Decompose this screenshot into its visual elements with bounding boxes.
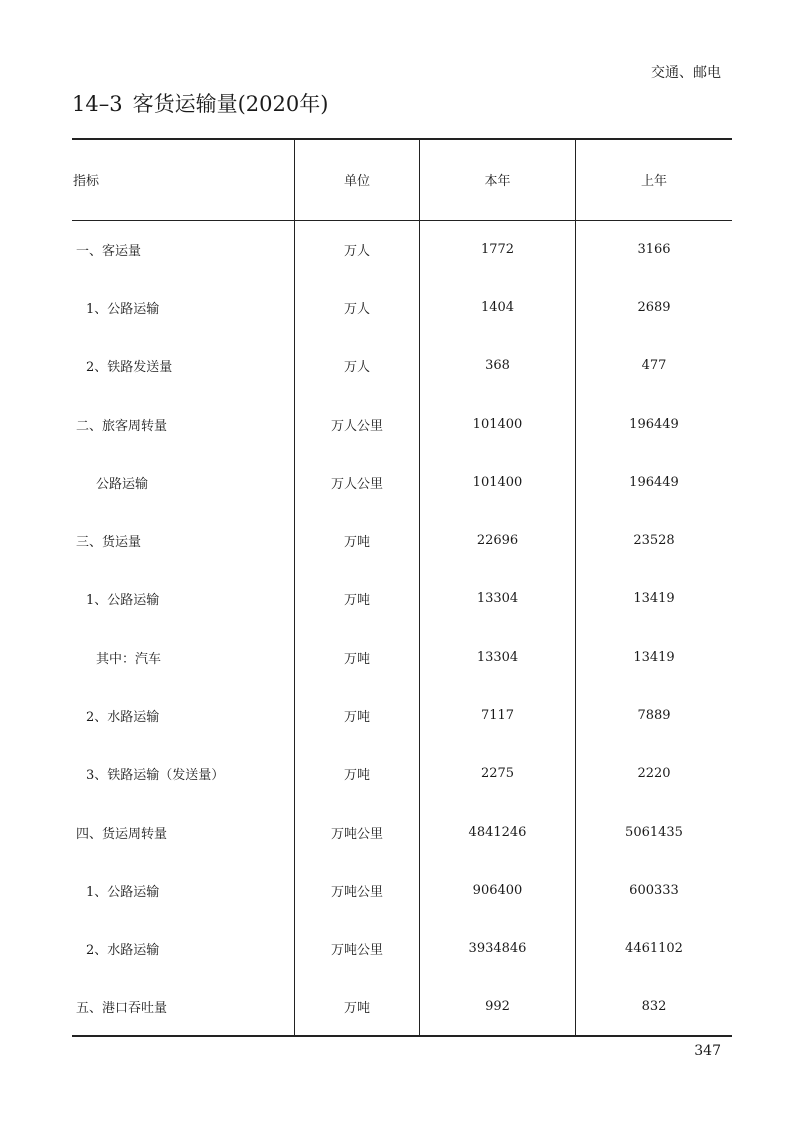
table-row (72, 278, 732, 336)
indicator-cell: 2、水路运输 (86, 710, 160, 726)
transport-volume-table (72, 138, 721, 1037)
unit-cell: 万人 (295, 337, 420, 395)
unit-cell: 万吨 (295, 511, 420, 569)
current-year-cell: 7117 (420, 686, 576, 744)
table-row (72, 920, 732, 978)
current-year-cell: 2275 (420, 745, 576, 803)
indicator-cell: 1、公路运输 (86, 593, 160, 609)
unit-cell: 万吨 (295, 628, 420, 686)
table-row (72, 803, 732, 861)
indicator-cell: 其中：汽车 (96, 651, 162, 667)
previous-year-cell: 3166 (576, 220, 733, 278)
header-row (72, 139, 732, 220)
current-year-cell: 4841246 (420, 803, 576, 861)
indicator-cell: 二、旅客周转量 (76, 418, 168, 434)
table-row (72, 745, 732, 803)
page-title (72, 88, 328, 118)
previous-year-cell: 600333 (576, 861, 733, 919)
previous-year-cell: 5061435 (576, 803, 733, 861)
current-year-cell: 3934846 (420, 920, 576, 978)
unit-cell: 万吨 (295, 978, 420, 1036)
table-row (72, 220, 732, 278)
unit-cell: 万吨公里 (295, 803, 420, 861)
indicator-cell: 四、货运周转量 (76, 826, 168, 842)
indicator-cell: 一、客运量 (76, 243, 142, 259)
indicator-cell: 三、货运量 (76, 535, 142, 551)
unit-cell: 万吨公里 (295, 920, 420, 978)
indicator-cell: 五、港口吞吐量 (76, 1001, 168, 1016)
current-year-cell: 13304 (420, 570, 576, 628)
indicator-cell: 1、公路运输 (86, 884, 160, 900)
current-year-cell: 13304 (420, 628, 576, 686)
current-year-cell: 1404 (420, 278, 576, 336)
current-year-cell: 992 (420, 978, 576, 1036)
previous-year-cell: 7889 (576, 686, 733, 744)
indicator-cell: 3、铁路运输（发送量） (86, 768, 225, 784)
indicator-cell: 2、水路运输 (86, 943, 160, 959)
current-year-cell: 368 (420, 337, 576, 395)
column-header-previous-year: 上年 (576, 139, 733, 220)
unit-cell: 万人 (295, 278, 420, 336)
previous-year-cell: 196449 (576, 395, 733, 453)
table-row (72, 395, 732, 453)
table-number: 14–3 (72, 92, 123, 116)
current-year-cell: 101400 (420, 395, 576, 453)
table-row (72, 978, 732, 1036)
current-year-cell: 101400 (420, 453, 576, 511)
previous-year-cell: 196449 (576, 453, 733, 511)
column-header-indicator: 指标 (73, 174, 100, 190)
indicator-cell: 1、公路运输 (86, 301, 160, 317)
table-row (72, 337, 732, 395)
current-year-cell: 1772 (420, 220, 576, 278)
unit-cell: 万人公里 (295, 453, 420, 511)
previous-year-cell: 2220 (576, 745, 733, 803)
section-label: 交通、邮电 (651, 65, 721, 81)
column-header-unit: 单位 (295, 139, 420, 220)
indicator-cell: 2、铁路发送量 (86, 360, 173, 376)
previous-year-cell: 4461102 (576, 920, 733, 978)
unit-cell: 万吨 (295, 570, 420, 628)
unit-cell: 万人公里 (295, 395, 420, 453)
previous-year-cell: 477 (576, 337, 733, 395)
unit-cell: 万人 (295, 220, 420, 278)
unit-cell: 万吨 (295, 745, 420, 803)
previous-year-cell: 13419 (576, 570, 733, 628)
column-header-current-year: 本年 (420, 139, 576, 220)
page-number: 347 (694, 1043, 721, 1059)
data-table (72, 138, 732, 1037)
current-year-cell: 22696 (420, 511, 576, 569)
previous-year-cell: 23528 (576, 511, 733, 569)
table-row (72, 628, 732, 686)
previous-year-cell: 13419 (576, 628, 733, 686)
table-row (72, 453, 732, 511)
table-row (72, 511, 732, 569)
unit-cell: 万吨公里 (295, 861, 420, 919)
previous-year-cell: 2689 (576, 278, 733, 336)
indicator-cell: 公路运输 (96, 476, 149, 492)
current-year-cell: 906400 (420, 861, 576, 919)
table-title: 客货运输量(2020年) (132, 92, 329, 116)
table-row (72, 861, 732, 919)
unit-cell: 万吨 (295, 686, 420, 744)
previous-year-cell: 832 (576, 978, 733, 1036)
table-row (72, 570, 732, 628)
table-row (72, 686, 732, 744)
